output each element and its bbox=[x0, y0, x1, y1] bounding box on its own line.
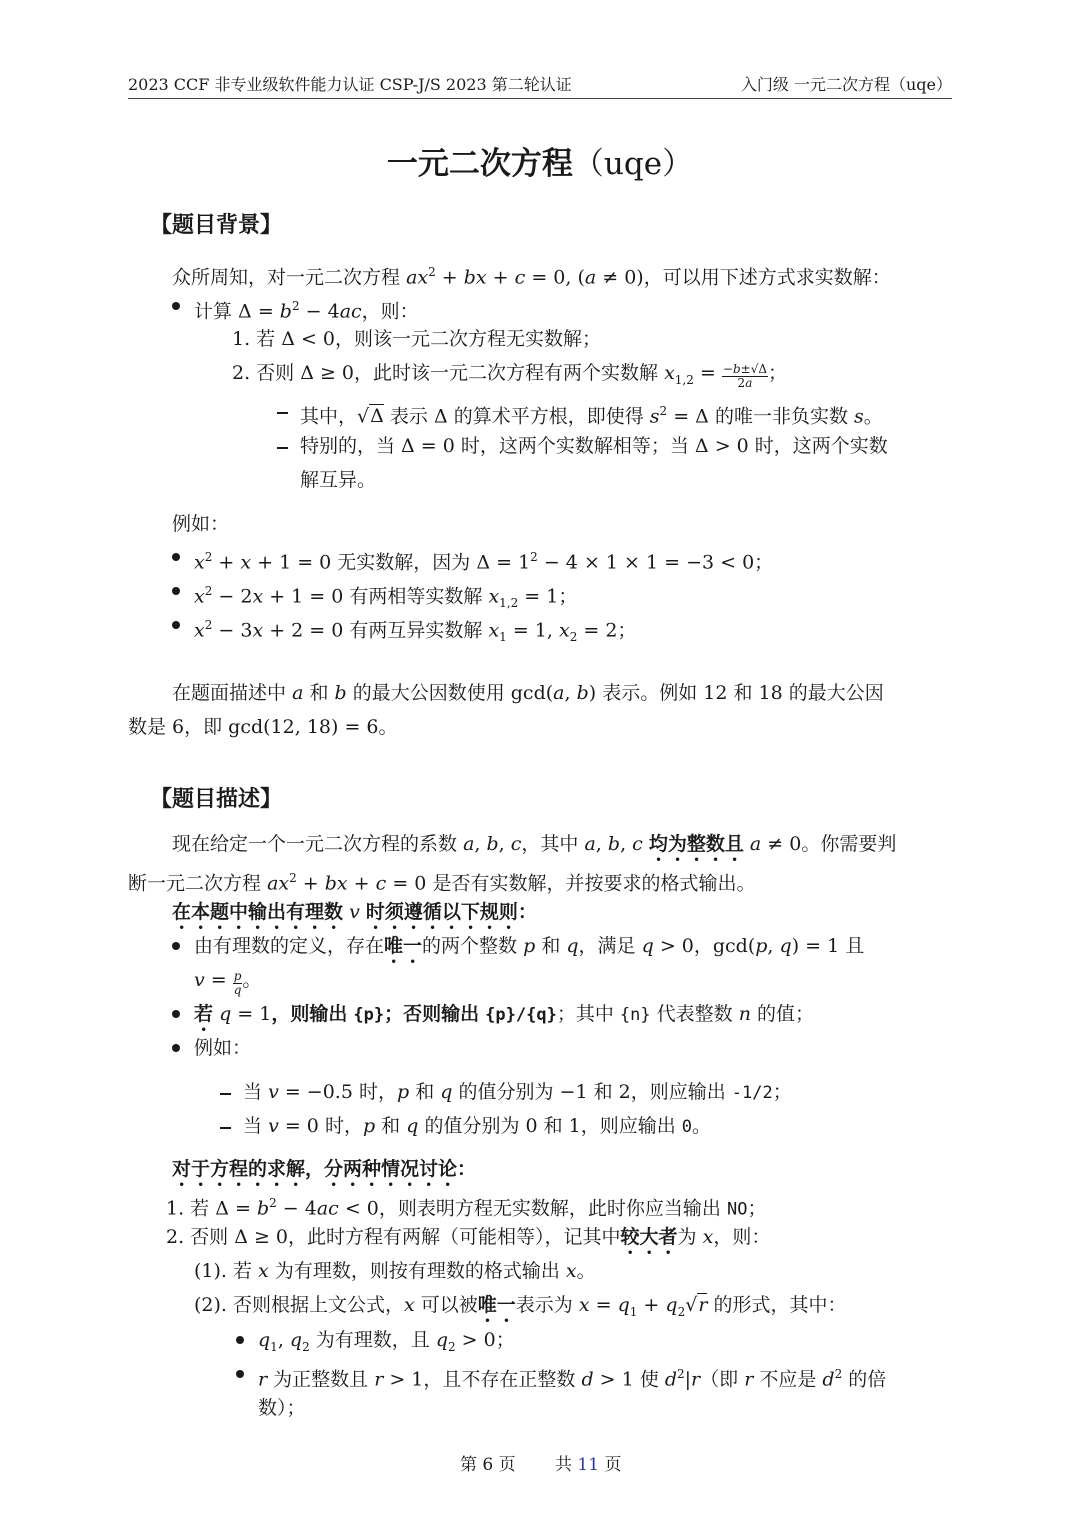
bullet bbox=[172, 553, 180, 561]
bullet bbox=[172, 302, 180, 310]
title-code: （uqe） bbox=[572, 146, 694, 182]
dash-marker bbox=[220, 1093, 231, 1095]
section-description-heading: 【题目描述】 bbox=[150, 787, 283, 812]
desc-rule-1-formula: v = $\frac{p}{q}$ 。 bbox=[194, 969, 262, 997]
dash-marker bbox=[220, 1127, 231, 1129]
dash-marker bbox=[277, 412, 288, 414]
bullet bbox=[172, 1010, 180, 1018]
header-left: 2023 CCF 非专业级软件能力认证 CSP-J/S 2023 第二轮认证 bbox=[128, 75, 572, 94]
bullet bbox=[172, 1044, 180, 1052]
footer-total: 共 11 页 bbox=[555, 1455, 622, 1475]
bullet bbox=[172, 587, 180, 595]
bg-example-label: 例如： bbox=[172, 513, 230, 535]
bg-example-1: $x^2 + x + 1 = 0$ 无实数解，因为 $\Delta = 1^2 - 4 \times 1 \times 1 = -3 < 0$； bbox=[194, 550, 774, 574]
desc-rule-1: 由有理数的定义，存在唯一的两个整数 p 和 q，满足 q > 0，gcd(p, q) = 1 且 bbox=[194, 935, 865, 957]
bullet bbox=[236, 1336, 244, 1344]
desc-para-1: 现在给定一个一元二次方程的系数 a, b, c，其中 a, b, c 均为整数且 a ≠ 0。你需要判 bbox=[172, 833, 897, 855]
desc-para-2: 断一元二次方程 $ax^2$ + bx + c = 0 是否有实数解，并按要求的格式输出。 bbox=[128, 871, 756, 895]
bullet bbox=[236, 1370, 244, 1378]
desc-rule-3: 例如： bbox=[194, 1037, 252, 1059]
title-cn: 一元二次方程 bbox=[386, 146, 573, 182]
desc-cond-2-cont: 数）； bbox=[258, 1397, 306, 1419]
bg-detail-2a: 特别的，当 Δ = 0 时，这两个实数解相等；当 Δ > 0 时，这两个实数 bbox=[300, 435, 888, 457]
desc-cond-2: r 为正整数且 r > 1，且不存在正整数 d > 1 使 $d^2|r$（即 r 不应是 $d^2$ 的倍 bbox=[258, 1367, 887, 1391]
desc-cond-1: $q_1$, $q_2$ 为有理数，且 $q_2 > 0$； bbox=[258, 1329, 515, 1354]
footer-page: 第 6 页 bbox=[460, 1455, 516, 1475]
desc-rule-heading: 在本题中输出有理数 v 时须遵循以下规则： bbox=[172, 901, 537, 923]
bullet bbox=[172, 942, 180, 950]
bullet bbox=[172, 621, 180, 629]
desc-solve-heading: 对于方程的求解，分两种情况讨论： bbox=[172, 1158, 477, 1180]
bg-item-2: 2. 否则 Δ ≥ 0，此时该一元二次方程有两个实数解 $x_{1,2}$ = $\frac{-b\pm√\Delta}{2a}$ ； bbox=[232, 362, 788, 390]
bg-intro: 众所周知，对一元二次方程 $ax^2$ + bx + c = 0, (a ≠ 0)，可以用下述方式求实数解： bbox=[172, 265, 891, 289]
bg-item-1: 1. 若 Δ < 0，则该一元二次方程无实数解； bbox=[232, 328, 602, 350]
bg-example-3: $x^2 - 3x + 2 = 0$ 有两互异实数解 $x_1 = 1$, $x_2 = 2$； bbox=[194, 618, 637, 645]
desc-rule-2: 若 q = 1，则输出 {p}；否则输出 {p}/{q}；其中 {n} 代表整数 n 的值； bbox=[194, 1003, 815, 1025]
dash-marker bbox=[277, 447, 288, 449]
page-title bbox=[0, 138, 1080, 183]
page-header bbox=[128, 72, 952, 99]
desc-example-2: 当 v = 0 时，p 和 q 的值分别为 0 和 1，则应输出 0。 bbox=[243, 1115, 712, 1137]
bg-gcd-line-1: 在题面描述中 a 和 b 的最大公因数使用 gcd(a, b) 表示。例如 12 和 18 的最大公因 bbox=[172, 682, 884, 704]
desc-solve-2-2: (2). 否则根据上文公式，x 可以被唯一表示为 $x = q_1 + q_2√r$ 的形式，其中： bbox=[194, 1294, 847, 1319]
desc-solve-2-1: (1). 若 x 为有理数，则按有理数的格式输出 x。 bbox=[194, 1260, 596, 1282]
bg-example-2: $x^2 - 2x + 1 = 0$ 有两相等实数解 $x_{1,2} = 1$； bbox=[194, 584, 578, 611]
bg-detail-2b: 解互异。 bbox=[300, 469, 377, 491]
header-right: 入门级 一元二次方程（uqe） bbox=[740, 75, 952, 94]
desc-example-1: 当 v = −0.5 时，p 和 q 的值分别为 −1 和 2，则应输出 -1/2； bbox=[243, 1081, 792, 1103]
section-background-heading: 【题目背景】 bbox=[150, 213, 283, 238]
desc-solve-2: 2. 否则 Δ ≥ 0，此时方程有两解（可能相等），记其中较大者为 x，则： bbox=[166, 1226, 771, 1248]
bg-compute: 计算 $\Delta = b^2 - 4ac$，则： bbox=[194, 299, 419, 323]
bg-gcd-line-2: 数是 6，即 gcd(12, 18) = 6。 bbox=[128, 716, 398, 738]
desc-solve-1: 1. 若 $\Delta = b^2 - 4ac < 0$，则表明方程无实数解，此时你应当输出 NO； bbox=[166, 1196, 767, 1220]
bg-detail-1: 其中，√Δ 表示 Δ 的算术平方根，即使得 $s^2 = \Delta$ 的唯一非负实数 s。 bbox=[300, 404, 883, 428]
